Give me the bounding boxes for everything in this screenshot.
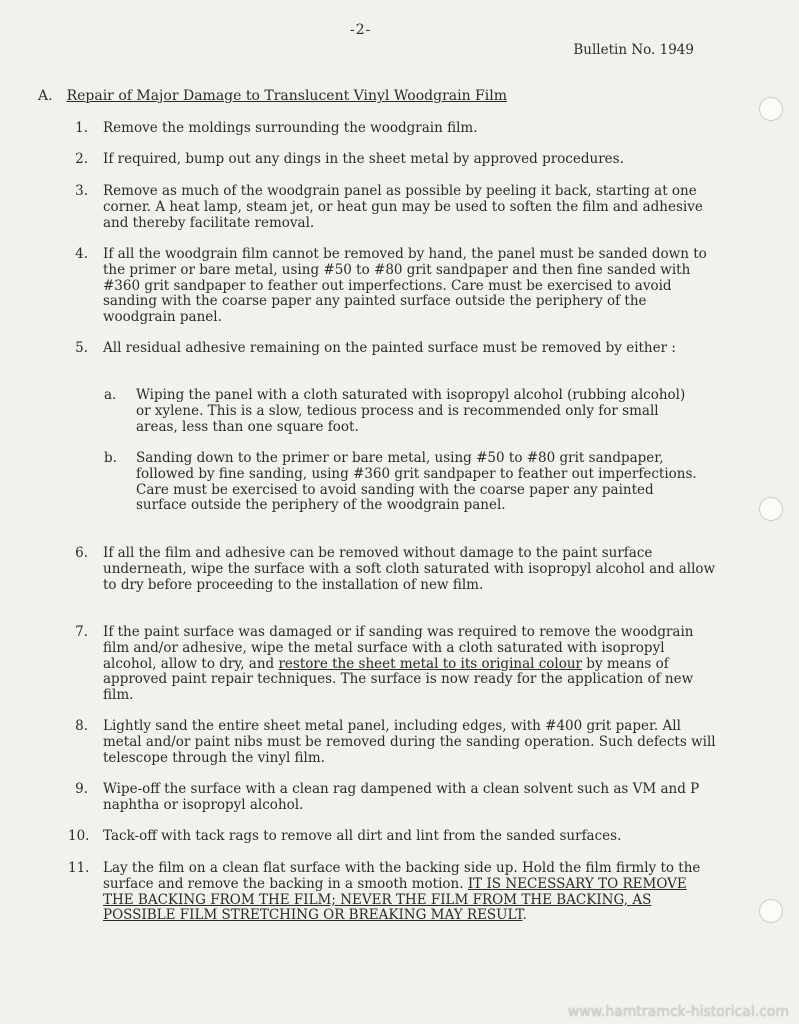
item-text: Remove as much of the woodgrain panel as possible by peeling it back, starting at one corner. A heat lamp, steam jet, or heat gun may be used to soften the film and adhesive and thereby facilitate removal.: [103, 183, 703, 231]
section-heading: [38, 88, 507, 104]
item-number: 3.: [75, 183, 88, 199]
item-number: 11.: [68, 860, 90, 876]
item-text: If all the woodgrain film cannot be removed by hand, the panel must be sanded down to the primer or bare metal, using #50 to #80 grit sandpaper and then fine sanded with #360 grit sandpaper to feather out imperfections. Care must be exercised to avoid sanding with the coarse paper any painted surface outside the periphery of the woodgrain panel.: [103, 246, 707, 326]
item-text: If all the film and adhesive can be removed without damage to the paint surface underneath, wipe the surface with a soft cloth saturated with isopropyl alcohol and allow to dry before proceeding to the installation of new film.: [103, 545, 716, 593]
underlined-emphasis: restore the sheet metal to its original colour: [278, 655, 583, 672]
subitem-letter: a.: [104, 387, 117, 403]
watermark: www.hamtramck-historical.com: [567, 1004, 789, 1020]
item-number: 6.: [75, 545, 88, 561]
item-text: Lightly sand the entire sheet metal panel, including edges, with #400 grit paper. All metal and/or paint nibs must be removed during the sanding operation. Such defects will telescope through the vinyl film.: [103, 718, 716, 766]
item-text: Remove the moldings surrounding the woodgrain film.: [103, 120, 478, 136]
item-text: Tack-off with tack rags to remove all dirt and lint from the sanded surfaces.: [103, 828, 622, 844]
item-text-part: If the paint surface was damaged or if sanding was required to remove the woodgrain film and/or adhesive, wipe the metal surface with a cloth saturated with isopropyl alcohol, allow to dry, and: [103, 624, 694, 672]
item-number: 1.: [75, 120, 88, 136]
item-number: 5.: [75, 340, 88, 356]
item-text-part: .: [522, 907, 527, 924]
section-title: Repair of Major Damage to Translucent Vinyl Woodgrain Film: [66, 88, 508, 104]
item-number: 2.: [75, 151, 88, 167]
subitem-text: Wiping the panel with a cloth saturated with isopropyl alcohol (rubbing alcohol) or xylene. This is a slow, tedious process and is recommended only for small areas, less than one square foot.: [136, 387, 686, 435]
page-number: -2-: [350, 22, 372, 38]
item-text-part: Lay the film on a clean flat surface with the backing side up. Hold the film firmly to the surface and remove the backing in a smooth motion.: [103, 860, 701, 892]
subitem-letter: b.: [104, 450, 117, 466]
item-text: Wipe-off the surface with a clean rag dampened with a clean solvent such as VM and P naphtha or isopropyl alcohol.: [103, 781, 700, 813]
item-number: 10.: [68, 828, 90, 844]
bulletin-number: Bulletin No. 1949: [573, 42, 694, 58]
binder-hole: [759, 899, 783, 923]
underlined-emphasis: IT IS NECESSARY TO REMOVE THE BACKING FROM THE FILM; NEVER THE FILM FROM THE BACKING, AS POSSIBLE FILM STRETCHING OR BREAKING MAY RESULT: [103, 875, 687, 924]
item-number: 9.: [75, 781, 88, 797]
item-text-part: by means of approved paint repair techniques. The surface is now ready for the application of new film.: [103, 655, 694, 704]
item-text: All residual adhesive remaining on the painted surface must be removed by either :: [103, 340, 676, 356]
binder-hole: [759, 497, 783, 521]
binder-hole: [759, 97, 783, 121]
subitem-text: Sanding down to the primer or bare metal, using #50 to #80 grit sandpaper, followed by fine sanding, using #360 grit sandpaper to feather out imperfections. Care must be exercised to avoid sanding with the coarse paper any painted surface outside the periphery of the woodgrain panel.: [136, 450, 697, 514]
item-text: [103, 625, 718, 704]
item-number: 8.: [75, 718, 88, 734]
section-label: A.: [38, 88, 53, 104]
item-number: 4.: [75, 246, 88, 262]
item-text: [103, 861, 718, 924]
item-number: 7.: [75, 624, 88, 640]
item-text: If required, bump out any dings in the sheet metal by approved procedures.: [103, 151, 624, 167]
